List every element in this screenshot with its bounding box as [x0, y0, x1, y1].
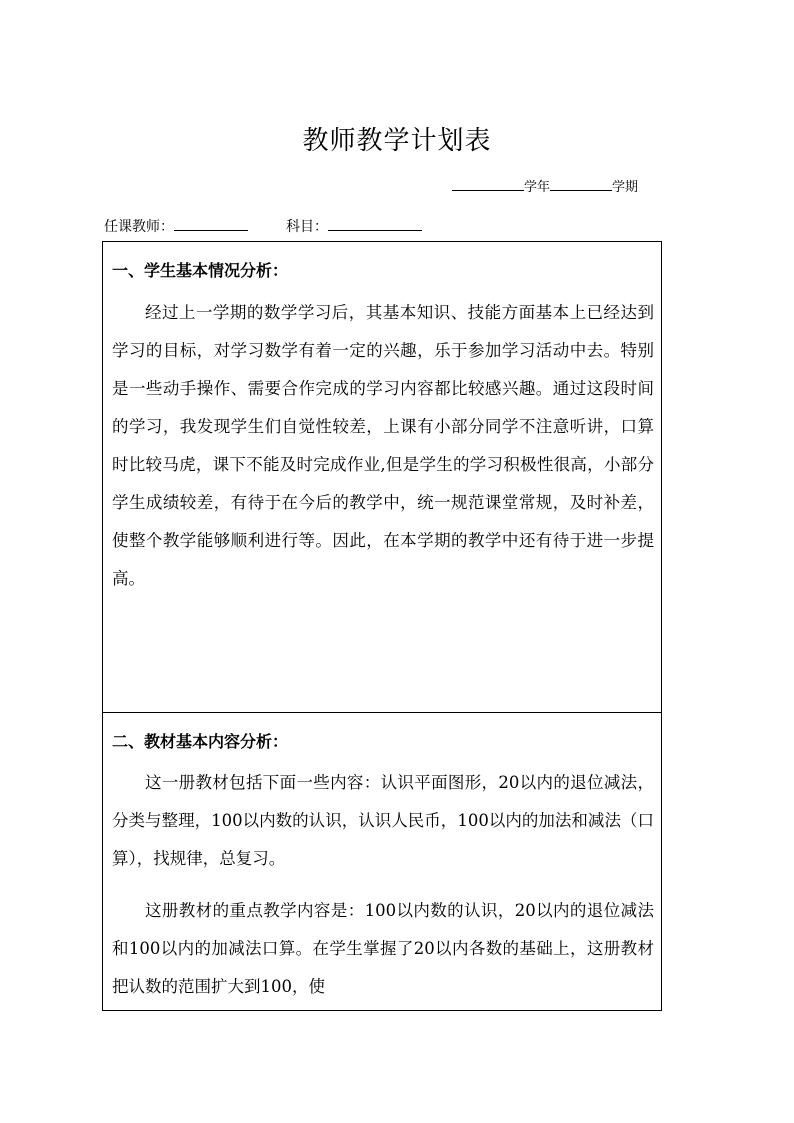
- subject-label: 科目：: [286, 219, 328, 235]
- semester-label: 学期: [612, 180, 639, 195]
- plan-table: [102, 241, 662, 1011]
- page-title: 教师教学计划表: [302, 126, 492, 156]
- semester-blank[interactable]: [550, 178, 612, 191]
- subject-blank[interactable]: [328, 218, 422, 231]
- year-blank[interactable]: [452, 178, 524, 191]
- section1-heading: 一、学生基本情况分析：: [112, 261, 289, 280]
- meta-line: [104, 216, 422, 236]
- teacher-label: 任课教师：: [104, 219, 174, 235]
- section2-heading: 二、教材基本内容分析：: [112, 732, 289, 751]
- section2-paragraph-1: 这一册教材包括下面一些内容：认识平面图形，20以内的退位减法，分类与整理，100以内数的认识，认识人民币，100以内的加法和减法（口算），找规律，总复习。: [112, 773, 654, 868]
- section2-paragraph-2: 这册教材的重点教学内容是：100以内数的认识，20以内的退位减法和100以内的加减法口算。在学生掌握了20以内各数的基础上，这册教材把认数的范围扩大到100，使: [112, 901, 654, 996]
- year-label: 学年: [524, 180, 551, 195]
- teacher-blank[interactable]: [174, 218, 248, 231]
- section-divider: [103, 712, 661, 713]
- term-line: [452, 176, 638, 195]
- section1-paragraph: 经过上一学期的数学学习后，其基本知识、技能方面基本上已经达到学习的目标，对学习数学有着一定的兴趣，乐于参加学习活动中去。特别是一些动手操作、需要合作完成的学习内容都比较感兴趣。通过这段时间的学习，我发现学生们自觉性较差，上课有小部分同学不注意听讲，口算时比较马虎，课下不能及时完成作业,但是学生的学习积极性很高，小部分学生成绩较差，有待于在今后的教学中，统一规范课堂常规，及时补差，使整个教学能够顺利进行等。因此，在本学期的教学中还有待于进一步提高。: [112, 303, 654, 588]
